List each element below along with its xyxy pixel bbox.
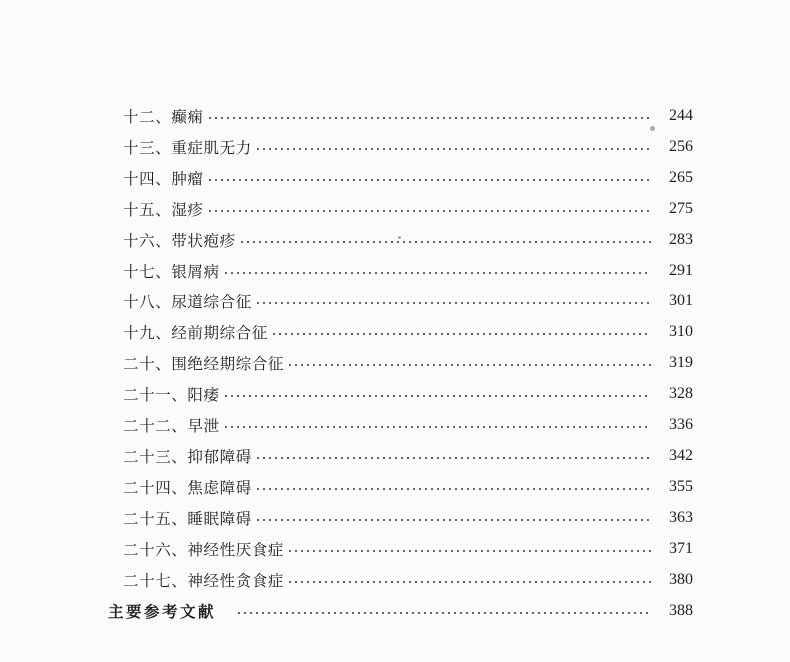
toc-entry-title xyxy=(123,198,204,220)
toc-entry-text: 重症肌无力 xyxy=(171,138,252,157)
dot-leader xyxy=(287,550,651,552)
toc-entry-text: 银屑病 xyxy=(171,262,220,281)
toc-entry xyxy=(123,537,693,561)
toc-entry xyxy=(123,568,693,592)
references-title: 主要参考文献 xyxy=(108,602,217,622)
toc-entry-number: 十九、 xyxy=(123,324,172,343)
toc-entry-title xyxy=(123,383,220,405)
toc-entry-page: 363 xyxy=(669,508,693,526)
toc-entry-page: 310 xyxy=(669,323,693,341)
toc-entry-text: 肿瘤 xyxy=(171,169,204,188)
dot-leader xyxy=(223,395,651,397)
dot-leader xyxy=(207,179,651,181)
toc-entry-page: 336 xyxy=(669,416,693,433)
toc-entry-title xyxy=(123,507,252,529)
dot-leader xyxy=(255,302,651,304)
toc-entry-text: 抑郁障碍 xyxy=(187,447,252,466)
toc-entry-number: 十五、 xyxy=(123,200,172,219)
toc-entry-number: 十四、 xyxy=(123,169,172,188)
toc-entry-number: 十六、 xyxy=(123,231,172,250)
toc-entry xyxy=(123,506,693,530)
toc-entry-text: 癫痫 xyxy=(171,108,204,126)
toc-entry-page: 371 xyxy=(669,539,693,557)
toc-entry-title xyxy=(123,414,220,436)
toc-entry xyxy=(123,320,693,344)
toc-entry-title xyxy=(123,321,268,343)
toc-entry-title xyxy=(123,167,204,189)
dot-leader xyxy=(207,117,651,119)
dot-leader xyxy=(255,148,651,150)
toc-entry xyxy=(123,351,693,375)
toc-entry xyxy=(123,104,693,128)
dot-leader xyxy=(271,333,651,335)
toc-entry-text: 早泄 xyxy=(187,417,220,435)
toc-entry-page: 342 xyxy=(669,446,693,464)
toc-entry-number: 十三、 xyxy=(123,138,172,157)
toc-entry-number: 二十、 xyxy=(123,355,172,374)
toc-entry-text: 湿疹 xyxy=(171,200,204,219)
toc-entry-number: 十七、 xyxy=(123,262,172,281)
toc-entry-title xyxy=(123,229,236,251)
toc-entry-title xyxy=(123,105,204,127)
toc-entry xyxy=(123,289,693,313)
toc-entry-title xyxy=(123,445,252,467)
toc-entry-number: 二十六、 xyxy=(123,540,188,559)
toc-entry-title xyxy=(123,569,284,591)
dot-leader xyxy=(239,241,651,243)
toc-entry-text: 阳痿 xyxy=(187,386,220,405)
dot-leader xyxy=(287,581,651,583)
toc-entry-number: 二十二、 xyxy=(123,417,188,435)
toc-entry-page: 328 xyxy=(669,385,693,403)
references-page: 388 xyxy=(669,602,693,620)
toc-entry-title xyxy=(123,290,252,312)
toc-entry xyxy=(123,475,693,499)
toc-entry-text: 神经性厌食症 xyxy=(187,540,285,559)
toc-entry-references xyxy=(108,599,693,623)
toc-entry-title xyxy=(123,476,252,498)
toc-entry xyxy=(123,197,693,221)
toc-entry-page: 301 xyxy=(669,292,693,310)
toc-entry xyxy=(123,166,693,190)
dot-leader xyxy=(207,210,651,212)
toc-entry xyxy=(123,259,693,283)
dot-leader xyxy=(255,457,651,459)
toc-entry-title xyxy=(123,136,252,158)
toc-entry-title xyxy=(123,352,284,374)
paper-speck xyxy=(650,126,655,131)
toc-entry-title xyxy=(123,260,220,282)
toc-entry-page: 244 xyxy=(669,107,693,124)
toc-entry xyxy=(123,413,693,437)
dot-leader xyxy=(287,364,651,366)
dot-leader xyxy=(255,519,651,521)
toc-entry-number: 二十七、 xyxy=(123,571,188,590)
toc-entry-page: 275 xyxy=(669,199,693,217)
toc-entry xyxy=(123,228,693,252)
toc-entry-text: 尿道综合征 xyxy=(171,293,252,312)
toc-entry-page: 380 xyxy=(669,570,693,588)
toc-entry-text: 经前期综合征 xyxy=(171,324,268,343)
toc-entry-text: 焦虑障碍 xyxy=(187,478,252,497)
toc-entry xyxy=(123,444,693,468)
toc-entry-page: 355 xyxy=(669,477,693,495)
toc-entry-number: 二十五、 xyxy=(123,509,188,528)
toc-entry-number: 二十三、 xyxy=(123,447,188,466)
toc-entry xyxy=(123,135,693,159)
toc-entry-text: 睡眠障碍 xyxy=(187,509,252,528)
toc-entry-number: 十二、 xyxy=(123,108,172,126)
toc-entry-page: 256 xyxy=(669,137,693,155)
dot-leader xyxy=(255,488,651,490)
toc-entry-text: 围绝经期综合征 xyxy=(171,355,285,374)
dot-leader xyxy=(236,612,651,614)
dot-leader xyxy=(223,272,651,274)
toc-entry-title xyxy=(123,538,284,560)
toc-entry-page: 265 xyxy=(669,168,693,186)
toc-entry-page: 319 xyxy=(669,354,693,372)
dot-leader xyxy=(223,426,651,428)
toc-entry-text: 神经性贪食症 xyxy=(187,571,285,590)
paper-speck xyxy=(398,236,401,239)
toc-entry-number: 二十四、 xyxy=(123,478,188,497)
toc-entry-page: 291 xyxy=(669,261,693,279)
toc-entry-text: 带状疱疹 xyxy=(171,231,236,250)
toc-entry-page: 283 xyxy=(669,230,693,248)
toc-entry xyxy=(123,382,693,406)
toc-entry-number: 二十一、 xyxy=(123,386,188,405)
toc-entry-number: 十八、 xyxy=(123,293,172,312)
